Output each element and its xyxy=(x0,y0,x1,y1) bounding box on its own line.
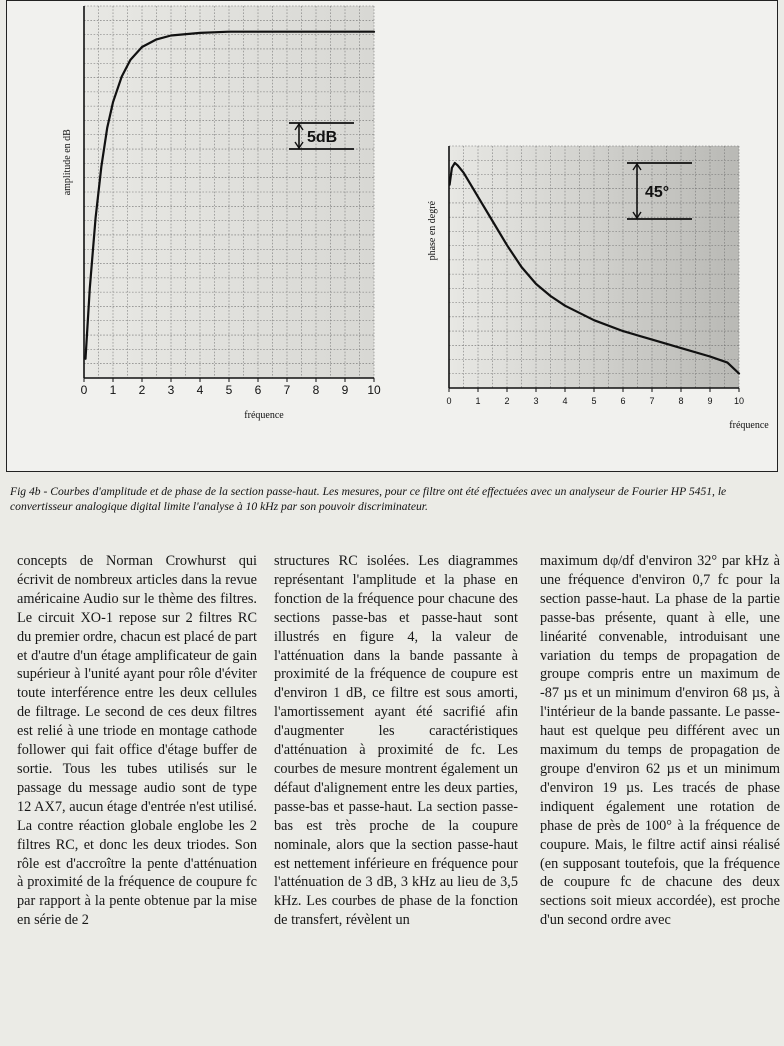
text-column-3: maximum dφ/df d'environ 32° par kHz à une fréquence d'environ 0,7 fc pour la section passe-haut. La phase de la partie passe-bas présente, quant à elle, une linéarité convenable, introduisant une variation du temps de propagation de groupe compris entre un maximum de -87 µs et un minimum d'environ 68 µs, à l'intérieur de la bande passante. Le passe-haut est quelque peu différent avec un maximum du temps de propagation de groupe d'environ 62 µs et un minimum d'environ 19 µs. Les tracés de phase indiquent également une rotation de phase de près de 100° à la fréquence de coupure. Mais, le filtre actif ainsi réalisé (en supposant toutefois, que la fréquence de coupure fc de chacune des deux sections soit mieux accordée), est proche d'un second ordre avec xyxy=(540,553,780,929)
x-tick-label: 1 xyxy=(475,396,481,406)
x-tick-label: 5 xyxy=(225,383,233,397)
x-tick-label: 6 xyxy=(254,383,262,397)
x-tick-label: 5 xyxy=(591,396,597,406)
x-tick-label: 7 xyxy=(649,396,655,406)
scale-label: 45° xyxy=(645,184,670,201)
x-tick-label: 10 xyxy=(733,396,745,406)
x-tick-label: 2 xyxy=(138,383,146,397)
x-tick-label: 6 xyxy=(620,396,626,406)
x-tick-label: 4 xyxy=(196,383,204,397)
x-tick-label: 4 xyxy=(562,396,568,406)
x-tick-label: 10 xyxy=(367,383,381,397)
figure-frame xyxy=(6,0,778,472)
x-axis-label: fréquence xyxy=(244,410,284,421)
x-tick-label: 3 xyxy=(533,396,539,406)
x-tick-label: 9 xyxy=(341,383,349,397)
x-tick-label: 2 xyxy=(504,396,510,406)
x-tick-label: 8 xyxy=(678,396,684,406)
x-tick-label: 7 xyxy=(283,383,291,397)
phase-chart xyxy=(419,136,769,436)
amplitude-chart xyxy=(47,1,397,441)
x-tick-label: 8 xyxy=(312,383,320,397)
x-tick-label: 0 xyxy=(80,383,88,397)
scale-label: 5dB xyxy=(307,129,338,146)
x-tick-label: 1 xyxy=(109,383,117,397)
x-tick-label: 9 xyxy=(707,396,713,406)
x-tick-label: 0 xyxy=(446,396,452,406)
figure-caption: Fig 4b - Courbes d'amplitude et de phase de la section passe-haut. Les mesures, pour ce filtre ont été effectuées avec un analyseur de Fourier HP 5451, le convertisseur analogique digital limite l'analyse à 10 kHz par son pouvoir discriminateur. xyxy=(10,485,727,513)
y-axis-label: amplitude en dB xyxy=(62,129,73,196)
y-axis-label: phase en degré xyxy=(427,200,438,261)
x-axis-label: fréquence xyxy=(729,420,769,431)
text-column-1: concepts de Norman Crowhurst qui écrivit de nombreux articles dans la revue américaine Audio sur le thème des filtres. Le circuit XO-1 repose sur 2 filtres RC du premier ordre, chacun est placé de part et d'autre d'un étage amplificateur de gain supérieur à l'unité ayant pour rôle d'éviter toute interférence entre les deux cellules de filtrage. Le second de ces deux filtres est relié à une triode en montage cathode follower qui fait office d'étage buffer de sortie. Tous les tubes utilisés sur le passage du message audio sont de type 12 AX7, aucun étage d'entrée n'est utilisé. La contre réaction globale englobe les 2 filtres RC, et donc les deux triodes. Son rôle est d'accroître la pente d'atténuation à proximité de la fréquence de coupure fc par rapport à la pente obtenue par la mise en série de 2 xyxy=(17,553,257,929)
text-column-2: structures RC isolées. Les diagrammes représentant l'amplitude et la phase en fonction de la fréquence pour chacune des sections passe-bas et passe-haut sont illustrés en figure 4, la valeur de l'atténuation dans la bande passante à proximité de la fréquence de coupure est d'environ 1 dB, ce filtre est sous amorti, l'amortissement ayant été sacrifié afin d'augmenter les caractéristiques d'atténuation à proximité de fc. Les courbes de mesure montrent également un défaut d'alignement entre les deux parties, passe-bas et passe-haut. La section passe-bas est très proche de la coupure nominale, alors que la section passe-haut est nettement inférieure en fréquence pour l'atténuation de 3 dB, 3 kHz au lieu de 3,5 kHz. Les courbes de phase de la fonction de transfert, révèlent un xyxy=(274,553,518,929)
x-tick-label: 3 xyxy=(167,383,175,397)
